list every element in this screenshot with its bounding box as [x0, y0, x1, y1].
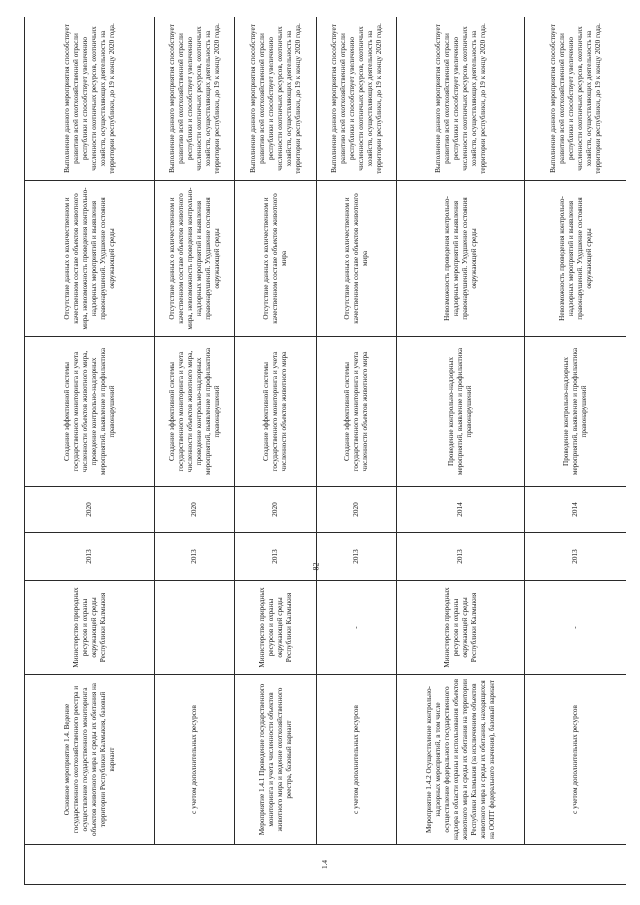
expected-result-cell: Проведение контрольно-надзорных мероприятий, выявление и профилактика правонарушений [397, 337, 525, 487]
row-number-cell: 1.4 [25, 845, 627, 885]
table-row [235, 17, 317, 885]
table-row [317, 17, 397, 885]
executor-cell: - [525, 581, 627, 675]
start-year-cell: 2013 [397, 533, 525, 581]
consequences-cell: Невозможность проведения контрольно-надзорных мероприятий и выявления правонарушений. Ухудшение состояния окружающей среды [397, 181, 525, 337]
consequences-cell: Отсутствие данных о количественном и качественном составе объектов животного мира, невозможность проведения контрольно-надзорных мероприятий и выявления правонарушений. Ухудшение состояния окружающей среды [155, 181, 235, 337]
expected-result-cell: Проведение контрольно-надзорных мероприятий, выявление и профилактика правонарушений [525, 337, 627, 487]
rotated-table-container [24, 17, 626, 885]
end-year-cell: 2020 [25, 487, 155, 533]
end-year-cell: 2020 [155, 487, 235, 533]
executor-cell: Министерство природных ресурсов и охраны окружающей среды Республики Калмыкия [25, 581, 155, 675]
activity-name-cell: с учетом дополнительных ресурсов [155, 675, 235, 845]
indicator-link-cell: Выполнение данного мероприятия способствует развитию всей охотхозяйственной отрасли республики и способствует увеличению численности охотничьих ресурсов, охотничьих хозяйств, осуществляющих деятельность на территории республики, до 19 к концу 2020 года. [155, 17, 235, 181]
indicator-link-cell: Выполнение данного мероприятия способствует развитию всей охотхозяйственной отрасли республики и способствует увеличению численности охотничьих ресурсов, охотничьих хозяйств, осуществляющих деятельность на территории республики, до 19 к концу 2020 года. [525, 17, 627, 181]
end-year-cell: 2020 [235, 487, 317, 533]
expected-result-cell: Создание эффективной системы государственного мониторинга и учета численности объектов животного мира, проведение контрольно-надзорных мероприятий, выявление и профилактика правонарушений [25, 337, 155, 487]
consequences-cell: Отсутствие данных о количественном и качественном составе объектов животного мира [317, 181, 397, 337]
activity-name-cell: Мероприятие 1.4.1 Проведение государственного мониторинга и учета численности объектов животного мира и ведение охотхозяйственного реестра, базовый вариант [235, 675, 317, 845]
executor-cell: - [317, 581, 397, 675]
executor-cell: Министерство природных ресурсов и охраны окружающей среды Республики Калмыкия [397, 581, 525, 675]
page-number: 82 [311, 562, 321, 571]
table-row [525, 17, 627, 885]
activity-name-cell: Мероприятие 1.4.2 Осуществление контрольно-надзорных мероприятий, в том числе осуществление федерального государственного надзора в области охраны и использования объектов животного мира и среды их обитания на территории Республики Калмыкия (за исключением объектов животного мира и среды их обитания, находящихся на ООПТ федерального значения), базовый вариант [397, 675, 525, 845]
table-row [25, 17, 155, 885]
start-year-cell: 2013 [155, 533, 235, 581]
expected-result-cell: Создание эффективной системы государственного мониторинга и учета численности объектов животного мира [317, 337, 397, 487]
end-year-cell: 2014 [397, 487, 525, 533]
start-year-cell: 2013 [25, 533, 155, 581]
start-year-cell: 2013 [235, 533, 317, 581]
indicator-link-cell: Выполнение данного мероприятия способствует развитию всей охотхозяйственной отрасли республики и способствует увеличению численности охотничьих ресурсов, охотничьих хозяйств, осуществляющих деятельность на территории республики, до 19 к концу 2020 года. [397, 17, 525, 181]
activity-name-cell: с учетом дополнительных ресурсов [525, 675, 627, 845]
consequences-cell: Отсутствие данных о количественном и качественном составе объектов животного мира [235, 181, 317, 337]
consequences-cell: Отсутствие данных о количественном и качественном составе объектов животного мира, невозможность проведения контрольно-надзорных мероприятий и выявления правонарушений. Ухудшение состояния окружающей среды [25, 181, 155, 337]
end-year-cell: 2014 [525, 487, 627, 533]
end-year-cell: 2020 [317, 487, 397, 533]
executor-cell [155, 581, 235, 675]
indicator-link-cell: Выполнение данного мероприятия способствует развитию всей охотхозяйственной отрасли республики и способствует увеличению численности охотничьих ресурсов, охотничьих хозяйств, осуществляющих деятельность на территории республики, до 19 к концу 2020 года. [317, 17, 397, 181]
expected-result-cell: Создание эффективной системы государственного мониторинга и учета численности объектов животного мира [235, 337, 317, 487]
program-activities-table [24, 17, 626, 885]
table-row [155, 17, 235, 885]
consequences-cell: Невозможность проведения контрольно-надзорных мероприятий и выявления правонарушений. Ухудшение состояния окружающей среды [525, 181, 627, 337]
expected-result-cell: Создание эффективной системы государственного мониторинга и учета численности объектов животного мира, проведение контрольно-надзорных мероприятий, выявление и профилактика правонарушений [155, 337, 235, 487]
indicator-link-cell: Выполнение данного мероприятия способствует развитию всей охотхозяйственной отрасли республики и способствует увеличению численности охотничьих ресурсов, охотничьих хозяйств, осуществляющих деятельность на территории республики, до 19 к концу 2020 года. [235, 17, 317, 181]
indicator-link-cell: Выполнение данного мероприятия способствует развитию всей охотхозяйственной отрасли республики и способствует увеличению численности охотничьих ресурсов, охотничьих хозяйств, осуществляющих деятельность на территории республики, до 19 к концу 2020 года. [25, 17, 155, 181]
activity-name-cell: Основное мероприятие 1.4. Ведение государственного охотхозяйственного реестра и осуществление государственного мониторинга объектов животного мира и среды их обитания на территории Республики Калмыкия, базовый вариант [25, 675, 155, 845]
rotated-table-frame [24, 17, 626, 885]
activity-name-cell: с учетом дополнительных ресурсов [317, 675, 397, 845]
start-year-cell: 2013 [317, 533, 397, 581]
executor-cell: Министерство природных ресурсов и охраны окружающей среды Республики Калмыкия [235, 581, 317, 675]
table-row [397, 17, 525, 885]
start-year-cell: 2013 [525, 533, 627, 581]
